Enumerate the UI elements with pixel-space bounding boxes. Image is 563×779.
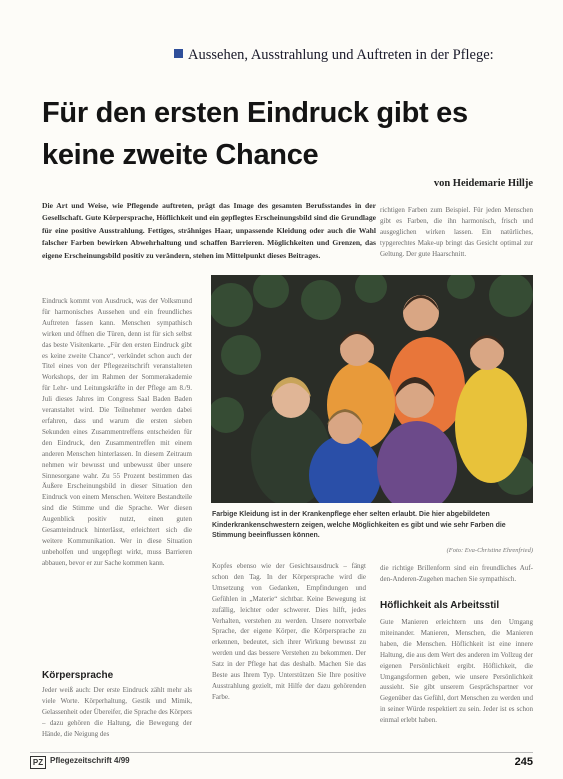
body-column-1-continued: Jeder weiß auch: Der erste Eindruck zählt mehr als viele Worte. Körperhaltung, Gestik und Mimik, Gelassenheit oder Übereifer, die Sprache des Körpers – dazu gehören die Haltung, die Bewegung der Hände, die Neigung des (42, 686, 192, 738)
kicker-text: Aussehen, Ausstrahlung und Auftreten in der Pflege: (188, 47, 494, 63)
subheading-koerpersprache: Körpersprache (42, 670, 114, 681)
blue-square-icon (174, 49, 183, 58)
subheading-hoeflichkeit: Höflichkeit als Arbeitsstil (380, 600, 500, 611)
magazine-name: Pflegezeitschrift 4/99 (50, 756, 130, 765)
section-kicker (174, 47, 494, 64)
article-photo (211, 275, 533, 503)
photo-illustration (211, 275, 533, 503)
footer-magazine (30, 756, 130, 769)
footer-rule (30, 752, 533, 753)
body-column-2: Kopfes ebenso wie der Gesichtsausdruck – fängt schon den Tag. In der Körpersprache wird die Umsetzung von Gedanken, Empfindungen und Gefühlen in „Materie“ sichtbar. Keine Bewegung ist zufällig, leichter oder schwerer. Dies hilft, jedes Verhalten, verstehen zu werden. Unsere nonverbale Sprache, der eigene Körper, die Körpersprache zu erkennen, bedeutet, sich ihrer Wirkung bewusst zu werden und das bessere Verstehen zu bekommen. Der Satz in der Pflege hat das deshalb. Machen Sie das Beste aus Ihrem Typ. Unterstützen Sie Ihre positive Ausstrahlung gezielt, mit Hilfe der dazu gehörenden Farbe. (212, 562, 366, 701)
photo-caption: Farbige Kleidung ist in der Krankenpflege eher selten erlaubt. Die hier abgebildeten Kinderkrankenschwestern zeigen, welche Möglichkeiten es gibt und wie sehr Farben die Stimmung beeinflussen können. (212, 511, 506, 539)
body-column-3-middle: die richtige Brillenform sind ein freundliches Auf-den-Anderen-Zugehen machen Sie sympathisch. (380, 564, 533, 583)
body-column-3-top: richtigen Farben zum Beispiel. Für jeden Menschen gibt es Farben, die ihn harmonisch, frisch und ausgeglichen wirken lassen. Ein natürliches, typgerechtes Make-up bringt das Gesicht optimal zur Geltung. Der gute Haarschnitt. (380, 206, 533, 258)
article-lead: Die Art und Weise, wie Pflegende auftreten, prägt das Image des gesamten Berufsstandes in der Gesellschaft. Gute Körpersprache, Höflichkeit und ein gepflegtes Erscheinungsbild sind die Grundlage für eine positive Ausstrahlung. Fettiges, strähniges Haar, unpassende Kleidung oder auch die Wahl falscher Farben bewirken Abwehrhaltung und schaffen Barrieren. Möglichkeiten und Grenzen, das eigene Erscheinungsbild positiv zu verändern, stehen im Mittelpunkt dieses Beitrages. (42, 201, 376, 260)
page-number: 245 (514, 756, 533, 768)
pz-logo-icon: PZ (30, 756, 46, 769)
article-author: von Heidemarie Hillje (433, 178, 533, 189)
body-column-3-bottom: Gute Manieren erleichtern uns den Umgang miteinander. Manieren, Menschen, die Manieren haben, die Menschen. Höflichkeit ist eine innere Haltung, die aus dem Wert des anderen im Vollzug der eigenen Persönlichkeit ergibt. Höflichkeit, die Umgangsformen geben, wie unsere Persönlichkeit aussieht. Sie gibt unserem Gesprächspartner vor Gegenüber das Gefühl, dort Menschen zu werden und in seiner Würde respektiert zu sein. Jeder ist es schon einmal erlebt haben. (380, 618, 533, 725)
article-title: Für den ersten Eindruck gibt es keine zweite Chance (42, 97, 468, 171)
photo-credit: (Foto: Eva-Christine Ehrenfried) (446, 547, 533, 554)
body-column-1: Eindruck kommt von Ausdruck, was der Volksmund für harmonisches Aussehen und ein freundliches Auftreten fassen kann. Menschen sympathisch wirken und öffnen die Türen, denn ist für sich selbst das beste Visitenkarte. „Für den ersten Eindruck gibt es keine zweite Chance“, verkündet schon auch der Titel eines von der Pflegezeitschrift veranstalteten Workshops, der im Rahmen der Sommerakademie für Lehr- und Leitungskräfte in der Pflege am 8./9. Juli dieses Jahres im Congress Saal Baden Baden veranstaltet wird. Die Teilnehmer werden dabei erfahren, dass und warum die ersten sieben Sekunden eines Zusammentreffens entscheiden für den Eindruck, den Zusammentreffen mit einem anderen Menschen hinterlassen. In diesem Zeitraum nehmen wir bewusst und unbewusst über unsere Sinnesorgane wahr. Zu 55 Prozent bestimmen das Äußere Erscheinungsbild in dieser Situation den Eindruck von einem Menschen. Weitere Bestandteile sind die Stimme und die Sprache. Wer diesen Augenblick positiv nutzt, einen guten Gesamteindruck hinterlässt, erleichtert sich die weitere Kommunikation. Wer in diese Situation unbeholfen und ungepflegt wirkt, muss Barrieren abbauen, bevor er zur Sache kommen kann. (42, 297, 192, 567)
